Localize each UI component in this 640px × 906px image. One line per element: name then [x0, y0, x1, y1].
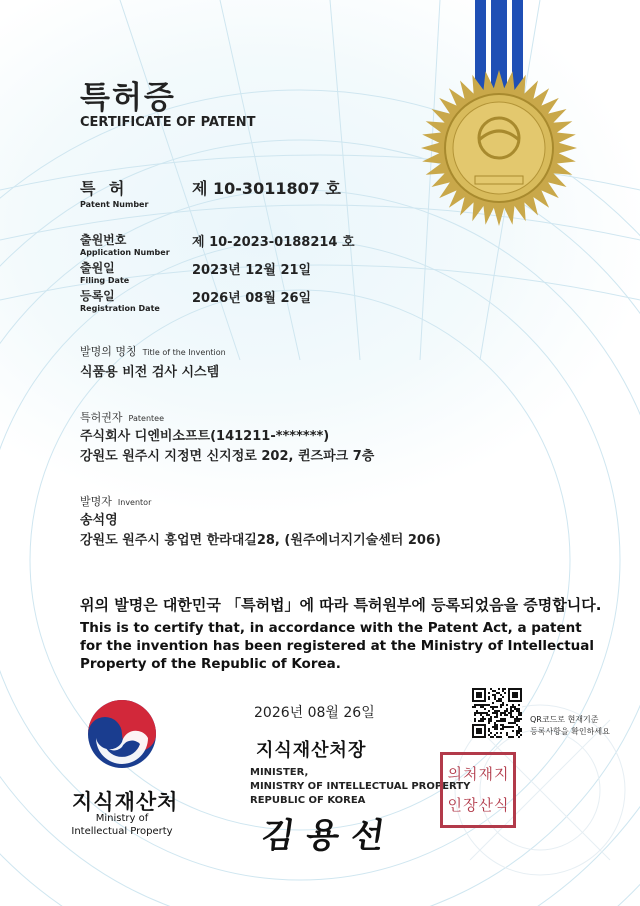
field-application-number — [80, 231, 170, 257]
field-label-en: Application Number — [80, 248, 170, 257]
certification-statement-en: This is to certify that, in accordance with the Patent Act, a patent for the invention has been registered at the Ministry of Intellectual Property of the Republic of Korea. — [80, 620, 595, 672]
seal-char: 지 — [494, 765, 509, 783]
issuer-title-line: REPUBLIC OF KOREA — [250, 795, 366, 806]
official-seal-stamp — [440, 752, 516, 828]
qr-note-line: QR코드로 현재기준 — [530, 715, 599, 724]
field-patent-number — [80, 176, 148, 209]
filing-date-value: 2023년 12월 21일 — [192, 263, 312, 278]
field-label: 특 허 — [80, 179, 129, 198]
seal-char: 재 — [478, 765, 493, 783]
field-filing-date — [80, 259, 129, 285]
inventor-address: 강원도 원주시 흥업면 한라대길28, (원주에너지기술센터 206) — [80, 533, 441, 548]
patentee-section — [80, 406, 374, 467]
seal-char: 장 — [463, 796, 478, 814]
certification-statement-ko: 위의 발명은 대한민국 「특허법」에 따라 특허원부에 등록되었음을 증명합니다. — [80, 596, 602, 614]
issuer-title-line: MINISTRY OF INTELLECTUAL PROPERTY — [250, 781, 471, 792]
signature: 김용선 — [258, 816, 399, 856]
issue-date: 2026년 08월 26일 — [254, 705, 375, 721]
ministry-name-en-line: Intellectual Property — [71, 826, 173, 837]
ministry-name-en — [66, 812, 178, 838]
qr-note-line: 등록사항을 확인하세요 — [530, 727, 610, 736]
seal-text — [447, 759, 509, 821]
inventor-name: 송석영 — [80, 513, 118, 528]
section-label-en: Title of the Invention — [142, 348, 226, 357]
application-number-value: 제 10-2023-0188214 호 — [192, 235, 355, 250]
seal-char: 인 — [447, 796, 462, 814]
page-title: 특허증 — [80, 80, 176, 116]
field-label-en: Patent Number — [80, 200, 149, 209]
field-label: 등록일 — [80, 289, 115, 303]
seal-char: 의 — [447, 765, 462, 783]
qr-note — [530, 714, 610, 738]
section-label: 발명자 — [80, 495, 112, 508]
seal-char: 산 — [478, 796, 493, 814]
issuer-title-en — [250, 766, 470, 808]
seal-char: 식 — [494, 796, 509, 814]
section-label-en: Patentee — [128, 414, 164, 423]
qr-code[interactable] — [472, 688, 522, 738]
invention-title: 식품용 비전 검사 시스템 — [80, 365, 220, 380]
ministry-name-ko: 지식재산처 — [72, 790, 179, 814]
gold-seal-medal — [420, 0, 580, 230]
section-label-en: Inventor — [117, 498, 152, 507]
page-subtitle: CERTIFICATE OF PATENT — [80, 115, 256, 130]
invention-section — [80, 340, 226, 383]
field-label: 출원일 — [80, 261, 115, 275]
section-label: 발명의 명칭 — [80, 345, 137, 358]
section-label: 특허권자 — [80, 411, 123, 424]
registration-date-value: 2026년 08월 26일 — [192, 291, 312, 306]
inventor-section — [80, 490, 441, 551]
ministry-logo-icon — [82, 694, 162, 774]
ministry-name-en-line: Ministry of — [95, 813, 149, 824]
field-registration-date — [80, 287, 160, 313]
field-label: 출원번호 — [80, 233, 127, 247]
issuer-title-line: MINISTER, — [250, 767, 309, 778]
seal-char: 처 — [463, 765, 478, 783]
patentee-address: 강원도 원주시 지정면 신지정로 202, 퀸즈파크 7층 — [80, 449, 375, 464]
patentee-name: 주식회사 디엔비소프트(141211-*******) — [80, 429, 330, 444]
field-label-en: Filing Date — [80, 276, 130, 285]
patent-number-value: 제 10-3011807 호 — [192, 179, 341, 198]
field-label-en: Registration Date — [80, 304, 160, 313]
issuer-title-ko: 지식재산처장 — [256, 740, 367, 761]
